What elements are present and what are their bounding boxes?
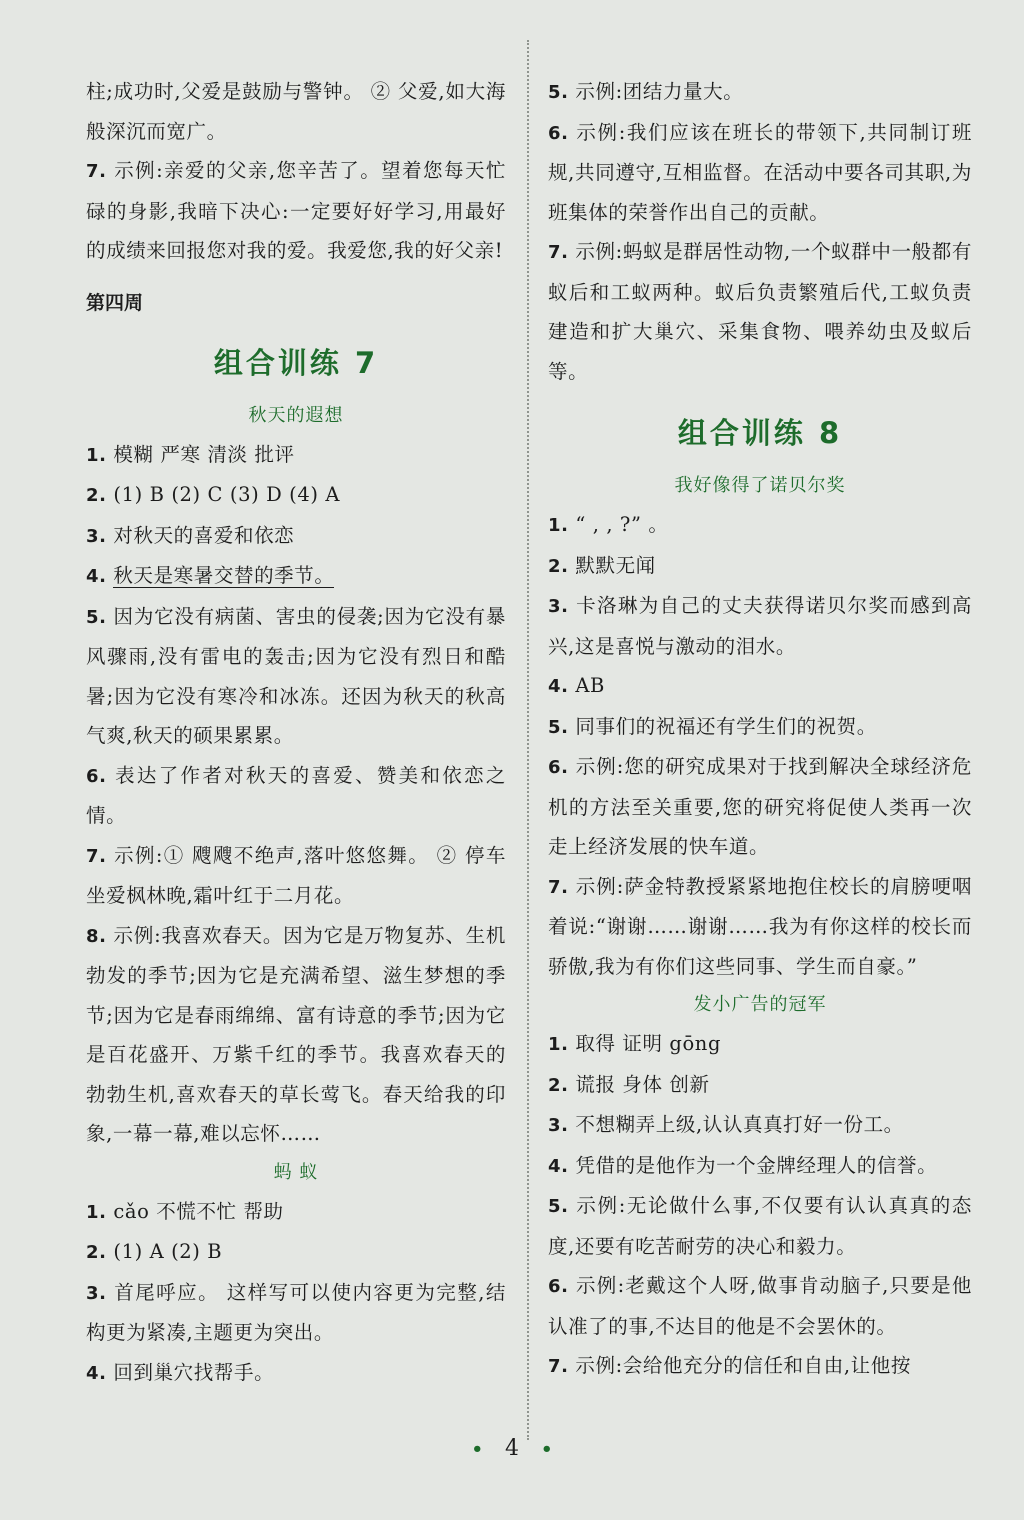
section-title-7: 组合训练 7 — [213, 345, 379, 380]
passage-title: 秋天的遐想 — [248, 404, 344, 426]
item-text: 示例:您的研究成果对于找到解决全球经济危机的方法至关重要,您的研究将促使人类再一次走上经济发展的快车道。 — [548, 755, 972, 858]
item-number: 5. — [548, 716, 569, 738]
item-text: 示例:我喜欢春天。因为它是万物复苏、生机勃发的季节;因为它是充满希望、滋生梦想的季节;因为它是春雨绵绵、富有诗意的季节;因为它是百花盛开、万紫千红的季节。我喜欢春天的勃勃生机,喜欢春天的草长莺飞。春天给我的印象,一幕一幕,难以忘怀…… — [86, 923, 506, 1145]
item-text: (1) A (2) B — [113, 1240, 223, 1263]
item-text: 取得 证明 gōng — [575, 1032, 722, 1055]
answer-item — [548, 1186, 972, 1266]
item-number: 5. — [86, 606, 107, 628]
item-number: 2. — [548, 1074, 569, 1096]
right-column — [548, 72, 972, 1387]
item-text: 对秋天的喜爱和依恋 — [113, 523, 295, 547]
item-text: 同事们的祝福还有学生们的祝贺。 — [575, 714, 877, 738]
week-heading: 第四周 — [86, 291, 144, 314]
answer-item — [86, 916, 506, 1154]
item-number: 5. — [548, 82, 569, 103]
answer-item — [86, 836, 506, 916]
answer-item — [548, 707, 972, 748]
item-text: 默默无闻 — [575, 553, 656, 577]
answer-item — [86, 435, 506, 476]
item-text: 表达了作者对秋天的喜爱、赞美和依恋之情。 — [86, 763, 506, 827]
answer-item — [548, 505, 972, 546]
item-text: (1) B (2) C (3) D (4) A — [113, 483, 341, 506]
bullet-dot-icon: • — [541, 1439, 553, 1460]
answer-item — [548, 867, 972, 987]
item-text: 首尾呼应。 这样写可以使内容更为完整,结构更为紧凑,主题更为突出。 — [86, 1280, 506, 1344]
item-number: 6. — [86, 765, 107, 787]
item-text: 卡洛琳为自己的丈夫获得诺贝尔奖而感到高兴,这是喜悦与激动的泪水。 — [548, 594, 972, 658]
item-text: 模糊 严寒 清淡 批评 — [113, 442, 295, 466]
item-number: 7. — [548, 242, 569, 263]
item-number: 3. — [86, 525, 107, 547]
item-number: 2. — [86, 485, 107, 506]
answer-item — [86, 1232, 506, 1273]
item-number: 6. — [548, 1276, 569, 1297]
item-text: 回到巢穴找帮手。 — [113, 1360, 275, 1384]
item-text: 示例:会给他充分的信任和自由,让他按 — [575, 1354, 911, 1377]
passage-title: 蚂 蚁 — [273, 1161, 319, 1183]
item-text: 示例:老戴这个人呀,做事肯动脑子,只要是他认准了的事,不达目的他是不会罢休的。 — [548, 1274, 972, 1338]
item-number: 3. — [86, 1282, 107, 1304]
item-number: 4. — [86, 566, 107, 587]
bullet-dot-icon: • — [471, 1439, 483, 1460]
item-text: “ , , ?” 。 — [575, 513, 669, 536]
answer-item — [548, 586, 972, 666]
answer-item — [548, 113, 972, 233]
item-text: 示例:蚂蚁是群居性动物,一个蚁群中一般都有蚁后和工蚁两种。蚁后负责繁殖后代,工蚁负责建造和扩大巢穴、采集食物、喂养幼虫及蚁后等。 — [548, 240, 972, 383]
item-number: 1. — [86, 1201, 107, 1223]
item-text: 示例:我们应该在班长的带领下,共同制订班规,共同遵守,互相监督。在活动中要各司其职,为班集体的荣誉作出自己的贡献。 — [548, 120, 972, 224]
answer-item — [86, 1192, 506, 1233]
answer-item — [548, 72, 972, 113]
item-number: 8. — [86, 925, 107, 947]
item-number: 4. — [548, 676, 569, 697]
item-number: 7. — [86, 161, 107, 182]
item-number: 7. — [86, 845, 107, 867]
answer-item — [548, 232, 972, 391]
item-number: 7. — [548, 876, 569, 898]
item-text: cǎo 不慌不忙 帮助 — [113, 1199, 284, 1223]
item-number: 5. — [548, 1196, 569, 1217]
item-text: 示例:无论做什么事,不仅要有认认真真的态度,还要有吃苦耐劳的决心和毅力。 — [548, 1194, 972, 1258]
item-text: 谎报 身体 创新 — [575, 1072, 710, 1096]
item-text: 因为它没有病菌、害虫的侵袭;因为它没有暴风骤雨,没有雷电的轰击;因为它没有烈日和酷暑;因为它没有寒冷和冰冻。还因为秋天的秋高气爽,秋天的硕果累累。 — [86, 604, 506, 747]
answer-item — [548, 1346, 972, 1387]
answer-item — [86, 1273, 506, 1353]
item-number: 6. — [548, 757, 569, 778]
answer-item — [86, 516, 506, 557]
item-number: 3. — [548, 596, 569, 617]
answer-item — [548, 1024, 972, 1065]
item-number: 3. — [548, 1115, 569, 1136]
column-divider — [527, 40, 529, 1440]
answer-item — [548, 546, 972, 587]
item-text: AB — [575, 674, 605, 697]
answer-item — [548, 666, 972, 707]
answer-item — [548, 1065, 972, 1106]
answer-item — [548, 1146, 972, 1187]
continued-answer: 柱;成功时,父爱是鼓励与警钟。 ② 父爱,如大海般深沉而宽广。 — [86, 80, 506, 143]
answer-item — [86, 151, 506, 271]
item-number: 1. — [548, 515, 569, 536]
passage-title: 我好像得了诺贝尔奖 — [674, 475, 846, 496]
answer-item — [548, 747, 972, 867]
item-text: 不想糊弄上级,认认真真打好一份工。 — [575, 1113, 904, 1136]
answer-item — [86, 597, 506, 756]
answer-item — [86, 756, 506, 836]
passage-title: 发小广告的冠军 — [693, 994, 827, 1015]
item-number: 2. — [86, 1242, 107, 1263]
page-number: 4 — [505, 1436, 519, 1461]
item-number: 4. — [86, 1362, 107, 1384]
item-text: 示例:① 飕飕不绝声,落叶悠悠舞。 ② 停车坐爱枫林晚,霜叶红于二月花。 — [86, 843, 506, 907]
item-text: 示例:萨金特教授紧紧地抱住校长的肩膀哽咽着说:“谢谢……谢谢……我为有你这样的校长而骄傲,我为有你们这些同事、学生而自豪。” — [548, 874, 972, 978]
answer-item — [86, 475, 506, 516]
section-title-8: 组合训练 8 — [677, 416, 843, 450]
item-number: 7. — [548, 1356, 569, 1377]
answer-item — [86, 1353, 506, 1394]
item-text: 秋天是寒暑交替的季节。 — [113, 564, 335, 587]
page-footer — [0, 1436, 1024, 1461]
item-text: 示例:亲爱的父亲,您辛苦了。望着您每天忙碌的身影,我暗下决心:一定要好好学习,用最好的成绩来回报您对我的爱。我爱您,我的好父亲! — [86, 159, 506, 262]
item-number: 6. — [548, 122, 569, 144]
answer-item — [548, 1105, 972, 1146]
left-column — [86, 72, 506, 1393]
item-number: 1. — [86, 444, 107, 466]
item-text: 凭借的是他作为一个金牌经理人的信誉。 — [575, 1153, 938, 1177]
answer-item — [86, 556, 506, 597]
item-number: 4. — [548, 1155, 569, 1177]
item-number: 1. — [548, 1034, 569, 1055]
answer-item — [548, 1266, 972, 1346]
item-number: 2. — [548, 555, 569, 577]
item-text: 示例:团结力量大。 — [575, 80, 744, 103]
